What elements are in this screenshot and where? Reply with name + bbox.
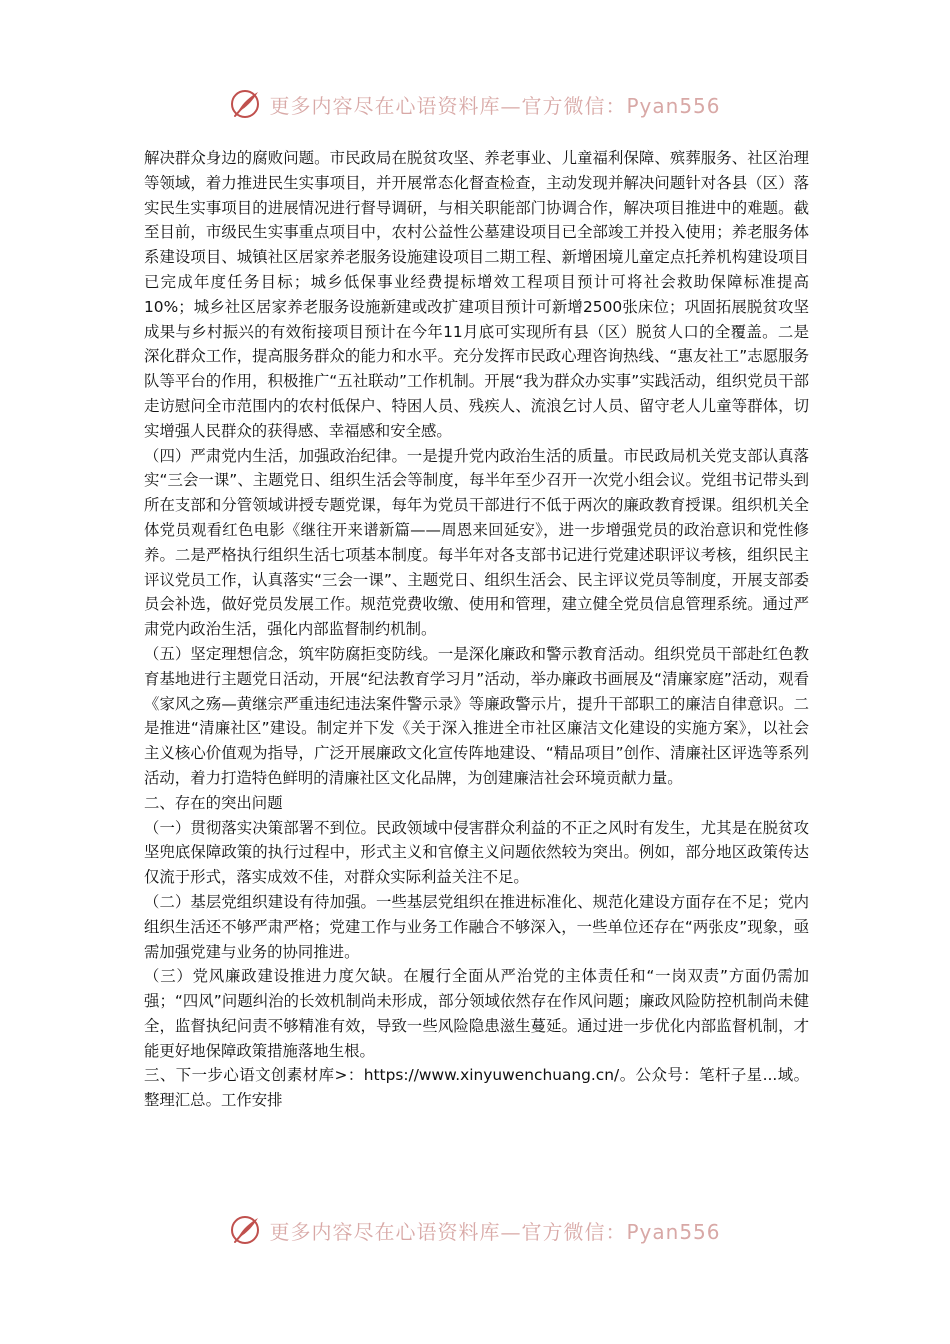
section-heading-problems: 二、存在的突出问题 <box>144 793 283 812</box>
paragraph-5: （一）贯彻落实决策部署不到位。民政领域中侵害群众利益的不正之风时有发生，尤其是在脱贫攻坚兜底保障政策的执行过程中，形式主义和官僚主义问题依然较为突出。例如，部分地区政策传达仅流于形式，落实成效不佳，对群众实际利益关注不足。 <box>144 818 809 887</box>
paragraph-6: （二）基层党组织建设有待加强。一些基层党组织在推进标准化、规范化建设方面存在不足；党内组织生活还不够严肃严格；党建工作与业务工作融合不够深入，一些单位还存在“两张皮”现象，亟需加强党建与业务的协同推进。 <box>144 892 809 961</box>
feather-pen-logo-icon <box>229 87 263 121</box>
paragraph-2: （四）严肃党内生活，加强政治纪律。一是提升党内政治生活的质量。市民政局机关党支部认真落实“三会一课”、主题党日、组织生活会等制度，每半年至少召开一次党小组会议。党组书记带头到所在支部和分管领域讲授专题党课，每年为党员干部进行不低于两次的廉政教育授课。组织机关全体党员观看红色电影《继往开来谱新篇——周恩来回延安》，进一步增强党员的政治意识和党性修养。二是严格执行组织生活七项基本制度。每半年对各支部书记进行党建述职评议考核，组织民主评议党员工作，认真落实“三会一课”、主题党日、组织生活会、民主评议党员等制度，开展支部委员会补选，做好党员发展工作。规范党费收缴、使用和管理，建立健全党员信息管理系统。通过严肃党内政治生活，强化内部监督制约机制。 <box>144 446 809 639</box>
paragraph-7: （三）党风廉政建设推进力度欠缺。在履行全面从严治党的主体责任和“一岗双责”方面仍需加强；“四风”问题纠治的长效机制尚未形成，部分领域依然存在作风问题；廉政风险防控机制尚未健全，监督执纪问责不够精准有效，导致一些风险隐患滋生蔓延。通过进一步优化内部监督机制，才能更好地保障政策措施落地生根。 <box>144 967 809 1060</box>
document-body <box>144 146 809 1113</box>
banner-text: 更多内容尽在心语资料库—官方微信：Pyan556 <box>269 93 721 118</box>
wechat-id: Pyan556 <box>626 1219 721 1244</box>
banner-text: 更多内容尽在心语资料库—官方微信：Pyan556 <box>269 1219 721 1244</box>
section-heading-next-steps: 三、下一步心语文创素材库>：https://www.xinyuwenchuang.cn/。公众号：笔杆子星...域。整理汇总。工作安排 <box>144 1066 809 1110</box>
footer-banner <box>0 1208 950 1252</box>
feather-pen-logo-icon <box>229 1213 263 1247</box>
header-banner <box>0 82 950 126</box>
paragraph-1: 解决群众身边的腐败问题。市民政局在脱贫攻坚、养老事业、儿童福利保障、殡葬服务、社区治理等领域，着力推进民生实事项目，并开展常态化督查检查，主动发现并解决问题针对各县（区）落实民生实事项目的进展情况进行督导调研，与相关职能部门协调合作，解决项目推进中的难题。截至目前，市级民生实事重点项目中，农村公益性公墓建设项目已全部竣工并投入使用；养老服务体系建设项目、城镇社区居家养老服务设施建设项目二期工程、新增困境儿童定点托养机构建设项目已完成年度任务目标；城乡低保事业经费提标增效工程项目预计可将社会救助保障标准提高10%；城乡社区居家养老服务设施新建或改扩建项目预计可新增2500张床位；巩固拓展脱贫攻坚成果与乡村振兴的有效衔接项目预计在今年11月底可实现所有县（区）脱贫人口的全覆盖。二是深化群众工作，提高服务群众的能力和水平。充分发挥市民政心理咨询热线、“惠友社工”志愿服务队等平台的作用，积极推广“五社联动”工作机制。开展“我为群众办实事”实践活动，组织党员干部走访慰问全市范围内的农村低保户、特困人员、残疾人、流浪乞讨人员、留守老人儿童等群体，切实增强人民群众的获得感、幸福感和安全感。 <box>144 149 809 440</box>
paragraph-3: （五）坚定理想信念，筑牢防腐拒变防线。一是深化廉政和警示教育活动。组织党员干部赴红色教育基地进行主题党日活动，开展“纪法教育学习月”活动，举办廉政书画展及“清廉家庭”活动，观看《家风之殇—黄继宗严重违纪违法案件警示录》等廉政警示片，提升干部职工的廉洁自律意识。二是推进“清廉社区”建设。制定并下发《关于深入推进全市社区廉洁文化建设的实施方案》，以社会主义核心价值观为指导，广泛开展廉政文化宣传阵地建设、“精品项目”创作、清廉社区评选等系列活动，着力打造特色鲜明的清廉社区文化品牌，为创建廉洁社会环境贡献力量。 <box>144 644 809 787</box>
wechat-id: Pyan556 <box>626 93 721 118</box>
